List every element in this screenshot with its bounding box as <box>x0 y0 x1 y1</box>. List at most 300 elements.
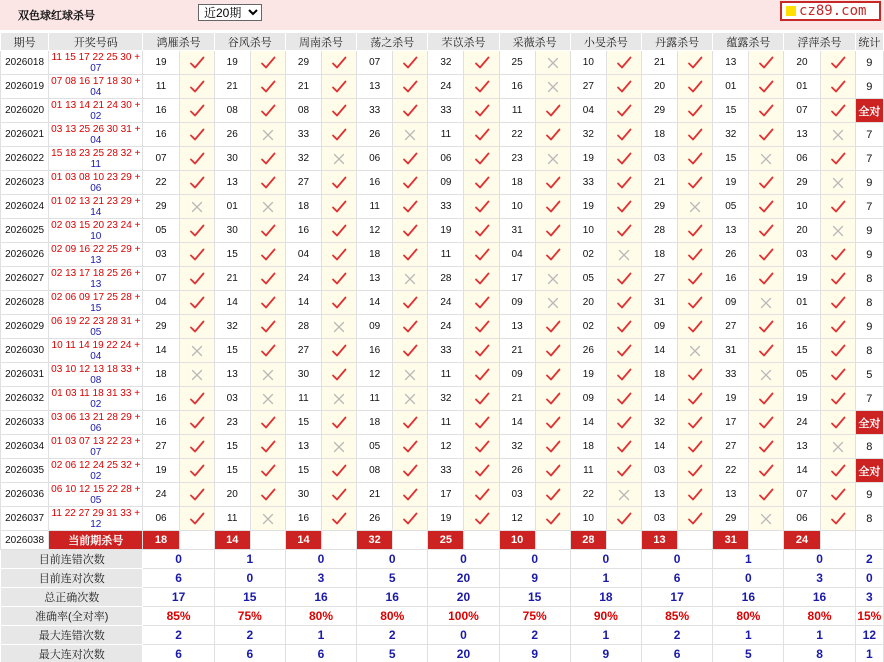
kill-number-cell: 08 <box>357 459 393 483</box>
all-correct-badge: 全对 <box>855 459 883 483</box>
kill-number-cell: 24 <box>143 483 179 507</box>
check-icon <box>322 512 356 526</box>
blue-ball: 11 <box>90 158 101 170</box>
summary-value: 75% <box>214 607 285 626</box>
blue-ball: 13 <box>90 278 102 290</box>
cross-icon <box>180 345 214 357</box>
check-icon <box>393 200 427 214</box>
check-icon <box>464 416 498 430</box>
result-mark-cell <box>464 219 499 243</box>
stat-cell: 8 <box>855 267 883 291</box>
result-mark-cell <box>322 267 357 291</box>
check-icon <box>607 512 641 526</box>
plus-sign: + <box>131 75 141 87</box>
check-icon <box>464 224 498 238</box>
result-mark-cell <box>606 339 641 363</box>
period-cell: 2026034 <box>1 435 49 459</box>
check-icon <box>180 272 214 286</box>
kill-number-cell: 11 <box>428 363 464 387</box>
check-icon <box>536 392 570 406</box>
check-icon <box>821 512 855 526</box>
kill-number-cell: 19 <box>143 51 179 75</box>
red-balls: 02 13 17 18 25 26 <box>51 267 132 279</box>
current-kill-number: 18 <box>143 531 179 550</box>
result-mark-cell <box>535 483 570 507</box>
check-icon <box>322 56 356 70</box>
result-mark-cell <box>464 363 499 387</box>
check-icon <box>464 488 498 502</box>
result-mark-cell <box>606 51 641 75</box>
result-mark-cell <box>606 435 641 459</box>
kill-number-cell: 11 <box>428 123 464 147</box>
result-mark-cell <box>749 267 784 291</box>
check-icon <box>678 296 712 310</box>
result-mark-cell <box>535 339 570 363</box>
result-mark-cell <box>464 339 499 363</box>
plus-sign: + <box>131 291 141 303</box>
check-icon <box>607 176 641 190</box>
period-cell: 2026031 <box>1 363 49 387</box>
column-header-expert: 芣苡杀号 <box>428 33 499 51</box>
red-balls: 11 15 17 22 25 30 <box>51 51 132 63</box>
kill-number-cell: 06 <box>784 147 820 171</box>
cross-icon <box>322 321 356 333</box>
check-icon <box>393 512 427 526</box>
check-icon <box>678 440 712 454</box>
kill-number-cell: 12 <box>357 363 393 387</box>
kill-number-cell: 32 <box>570 123 606 147</box>
check-icon <box>607 392 641 406</box>
table-row <box>1 291 884 315</box>
result-mark-cell <box>393 507 428 531</box>
stat-cell: 9 <box>855 315 883 339</box>
result-mark-cell <box>393 147 428 171</box>
check-icon <box>393 440 427 454</box>
result-mark-cell <box>179 387 214 411</box>
kill-number-cell: 30 <box>285 483 321 507</box>
period-cell: 2026032 <box>1 387 49 411</box>
cross-icon <box>251 513 285 525</box>
kill-number-cell: 23 <box>214 411 250 435</box>
plus-sign: + <box>131 171 141 183</box>
check-icon <box>322 200 356 214</box>
check-icon <box>821 320 855 334</box>
red-balls: 01 13 14 21 24 30 <box>51 99 132 111</box>
cross-icon <box>322 393 356 405</box>
check-icon <box>180 224 214 238</box>
result-mark-cell <box>535 51 570 75</box>
check-icon <box>536 344 570 358</box>
check-icon <box>607 440 641 454</box>
result-mark-cell <box>250 219 285 243</box>
result-mark-cell <box>464 243 499 267</box>
check-icon <box>607 272 641 286</box>
check-icon <box>322 368 356 382</box>
result-mark-cell <box>678 51 713 75</box>
result-mark-cell <box>606 195 641 219</box>
site-logo[interactable] <box>780 1 881 21</box>
kill-number-cell: 19 <box>570 363 606 387</box>
current-kill-number: 10 <box>499 531 535 550</box>
blue-ball: 12 <box>90 518 102 530</box>
column-header-stat: 统计 <box>855 33 883 51</box>
plus-sign: + <box>131 99 141 111</box>
blue-ball: 04 <box>90 350 102 362</box>
cross-icon <box>536 81 570 93</box>
check-icon <box>180 80 214 94</box>
period-cell: 2026022 <box>1 147 49 171</box>
period-cell: 2026020 <box>1 99 49 123</box>
red-balls: 07 08 16 17 18 30 <box>51 75 132 87</box>
result-mark-cell <box>322 75 357 99</box>
current-kill-spacer <box>250 531 285 550</box>
kill-number-cell: 12 <box>428 435 464 459</box>
result-mark-cell <box>678 339 713 363</box>
current-period-row <box>1 531 884 550</box>
draw-numbers-cell <box>49 219 143 243</box>
stat-cell: 8 <box>855 291 883 315</box>
kill-number-cell: 31 <box>499 219 535 243</box>
period-cell: 2026028 <box>1 291 49 315</box>
result-mark-cell <box>393 51 428 75</box>
blue-ball: 02 <box>90 398 102 410</box>
check-icon <box>251 224 285 238</box>
table-row <box>1 219 884 243</box>
kill-number-cell: 14 <box>143 339 179 363</box>
draw-numbers-cell <box>49 123 143 147</box>
kill-number-cell: 09 <box>642 315 678 339</box>
check-icon <box>536 368 570 382</box>
kill-number-cell: 11 <box>357 387 393 411</box>
summary-value: 16 <box>713 588 784 607</box>
check-icon <box>322 464 356 478</box>
cross-icon <box>749 153 783 165</box>
result-mark-cell <box>535 123 570 147</box>
period-range-select[interactable] <box>198 4 262 21</box>
result-mark-cell <box>179 291 214 315</box>
kill-number-cell: 24 <box>285 267 321 291</box>
check-icon <box>536 128 570 142</box>
check-icon <box>322 296 356 310</box>
check-icon <box>180 248 214 262</box>
kill-number-cell: 14 <box>357 291 393 315</box>
cross-icon <box>251 129 285 141</box>
table-header-row <box>1 33 884 51</box>
cross-icon <box>749 297 783 309</box>
summary-value: 9 <box>499 645 570 662</box>
kill-number-cell: 27 <box>285 171 321 195</box>
kill-number-cell: 27 <box>642 267 678 291</box>
stat-cell: 7 <box>855 195 883 219</box>
result-mark-cell <box>393 195 428 219</box>
result-mark-cell <box>820 291 855 315</box>
result-mark-cell <box>393 315 428 339</box>
stat-cell: 7 <box>855 147 883 171</box>
result-mark-cell <box>393 99 428 123</box>
result-mark-cell <box>678 243 713 267</box>
result-mark-cell <box>678 123 713 147</box>
kill-number-cell: 11 <box>499 99 535 123</box>
summary-value: 0 <box>285 550 356 569</box>
check-icon <box>536 488 570 502</box>
plus-sign: + <box>131 339 141 351</box>
red-balls: 02 06 12 24 25 32 <box>51 459 132 471</box>
kill-number-cell: 07 <box>143 147 179 171</box>
red-balls: 06 10 12 15 22 28 <box>51 483 132 495</box>
result-mark-cell <box>749 483 784 507</box>
plus-sign: + <box>131 267 141 279</box>
cross-icon <box>322 441 356 453</box>
result-mark-cell <box>250 507 285 531</box>
check-icon <box>464 344 498 358</box>
result-mark-cell <box>535 315 570 339</box>
table-row <box>1 483 884 507</box>
summary-value: 6 <box>143 569 214 588</box>
check-icon <box>180 488 214 502</box>
check-icon <box>322 248 356 262</box>
summary-value: 5 <box>357 645 428 662</box>
blue-ball: 06 <box>90 422 102 434</box>
result-mark-cell <box>820 267 855 291</box>
result-mark-cell <box>464 387 499 411</box>
summary-value: 17 <box>143 588 214 607</box>
current-kill-number: 32 <box>357 531 393 550</box>
current-stat-empty <box>855 531 883 550</box>
summary-value: 0 <box>784 550 855 569</box>
result-mark-cell <box>322 315 357 339</box>
result-mark-cell <box>464 147 499 171</box>
summary-row <box>1 569 884 588</box>
draw-numbers-cell <box>49 195 143 219</box>
result-mark-cell <box>678 75 713 99</box>
result-mark-cell <box>322 339 357 363</box>
result-mark-cell <box>322 387 357 411</box>
current-kill-label: 当前期杀号 <box>49 531 143 550</box>
summary-value: 16 <box>285 588 356 607</box>
red-balls: 06 19 22 23 28 31 <box>51 315 132 327</box>
check-icon <box>322 344 356 358</box>
kill-number-cell: 04 <box>285 243 321 267</box>
kill-number-cell: 15 <box>713 99 749 123</box>
check-icon <box>251 104 285 118</box>
period-cell: 2026021 <box>1 123 49 147</box>
check-icon <box>464 512 498 526</box>
kill-number-cell: 17 <box>713 411 749 435</box>
kill-number-cell: 09 <box>570 387 606 411</box>
summary-value: 20 <box>428 569 499 588</box>
summary-value: 20 <box>428 588 499 607</box>
kill-number-cell: 18 <box>285 195 321 219</box>
check-icon <box>678 464 712 478</box>
check-icon <box>749 200 783 214</box>
summary-value: 8 <box>784 645 855 662</box>
kill-number-cell: 16 <box>784 315 820 339</box>
kill-number-cell: 26 <box>357 507 393 531</box>
blue-ball: 02 <box>90 110 102 122</box>
kill-number-cell: 03 <box>143 243 179 267</box>
result-mark-cell <box>322 99 357 123</box>
result-mark-cell <box>393 171 428 195</box>
table-row <box>1 387 884 411</box>
check-icon <box>180 464 214 478</box>
result-mark-cell <box>678 435 713 459</box>
red-balls: 02 09 16 22 25 29 <box>51 243 132 255</box>
kill-number-cell: 14 <box>214 291 250 315</box>
cross-icon <box>251 369 285 381</box>
check-icon <box>678 104 712 118</box>
check-icon <box>464 368 498 382</box>
kill-number-cell: 22 <box>499 123 535 147</box>
result-mark-cell <box>179 219 214 243</box>
result-mark-cell <box>820 171 855 195</box>
stat-cell: 9 <box>855 219 883 243</box>
kill-number-cell: 18 <box>143 363 179 387</box>
kill-number-cell: 32 <box>285 147 321 171</box>
result-mark-cell <box>464 411 499 435</box>
cross-icon <box>251 393 285 405</box>
check-icon <box>536 200 570 214</box>
result-mark-cell <box>393 483 428 507</box>
result-mark-cell <box>250 99 285 123</box>
result-mark-cell <box>250 315 285 339</box>
check-icon <box>749 272 783 286</box>
result-mark-cell <box>322 291 357 315</box>
check-icon <box>678 272 712 286</box>
result-mark-cell <box>393 363 428 387</box>
result-mark-cell <box>322 411 357 435</box>
stat-cell: 9 <box>855 483 883 507</box>
kill-number-cell: 21 <box>285 75 321 99</box>
result-mark-cell <box>179 363 214 387</box>
stat-cell: 9 <box>855 243 883 267</box>
summary-value: 2 <box>143 626 214 645</box>
cross-icon <box>821 177 855 189</box>
check-icon <box>393 56 427 70</box>
draw-numbers-cell <box>49 243 143 267</box>
summary-value: 75% <box>499 607 570 626</box>
result-mark-cell <box>749 195 784 219</box>
kill-number-cell: 09 <box>713 291 749 315</box>
result-mark-cell <box>535 459 570 483</box>
result-mark-cell <box>535 291 570 315</box>
red-balls: 01 03 08 10 23 29 <box>51 171 132 183</box>
check-icon <box>607 56 641 70</box>
result-mark-cell <box>820 147 855 171</box>
result-mark-cell <box>322 195 357 219</box>
kill-number-cell: 09 <box>428 171 464 195</box>
summary-value: 0 <box>713 569 784 588</box>
check-icon <box>251 488 285 502</box>
check-icon <box>393 488 427 502</box>
kill-number-cell: 03 <box>784 243 820 267</box>
column-header-draw: 开奖号码 <box>49 33 143 51</box>
check-icon <box>180 512 214 526</box>
table-row <box>1 243 884 267</box>
check-icon <box>678 320 712 334</box>
kill-number-cell: 16 <box>285 507 321 531</box>
result-mark-cell <box>322 363 357 387</box>
kill-number-cell: 09 <box>357 315 393 339</box>
result-mark-cell <box>464 99 499 123</box>
check-icon <box>322 224 356 238</box>
check-icon <box>678 152 712 166</box>
cross-icon <box>678 345 712 357</box>
check-icon <box>322 80 356 94</box>
check-icon <box>678 488 712 502</box>
result-mark-cell <box>535 363 570 387</box>
result-mark-cell <box>606 315 641 339</box>
kill-number-cell: 06 <box>428 147 464 171</box>
summary-value: 0 <box>214 569 285 588</box>
result-mark-cell <box>393 387 428 411</box>
kill-number-cell: 26 <box>570 339 606 363</box>
check-icon <box>678 416 712 430</box>
result-mark-cell <box>322 51 357 75</box>
summary-value: 3 <box>784 569 855 588</box>
plus-sign: + <box>131 219 141 231</box>
period-cell: 2026019 <box>1 75 49 99</box>
blue-ball: 05 <box>90 326 102 338</box>
result-mark-cell <box>820 243 855 267</box>
check-icon <box>251 248 285 262</box>
summary-value: 90% <box>570 607 641 626</box>
result-mark-cell <box>250 267 285 291</box>
result-mark-cell <box>820 435 855 459</box>
result-mark-cell <box>535 219 570 243</box>
check-icon <box>607 128 641 142</box>
check-icon <box>180 416 214 430</box>
result-mark-cell <box>535 507 570 531</box>
check-icon <box>393 416 427 430</box>
cross-icon <box>251 201 285 213</box>
check-icon <box>607 320 641 334</box>
check-icon <box>464 248 498 262</box>
kill-number-cell: 27 <box>570 75 606 99</box>
cross-icon <box>180 369 214 381</box>
blue-ball: 04 <box>90 86 102 98</box>
kill-number-cell: 22 <box>570 483 606 507</box>
kill-number-cell: 21 <box>499 387 535 411</box>
summary-stat: 0 <box>855 569 883 588</box>
result-mark-cell <box>179 51 214 75</box>
kill-number-cell: 22 <box>713 459 749 483</box>
check-icon <box>180 128 214 142</box>
summary-value: 18 <box>570 588 641 607</box>
check-icon <box>749 488 783 502</box>
period-cell: 2026018 <box>1 51 49 75</box>
check-icon <box>251 272 285 286</box>
kill-number-cell: 29 <box>143 195 179 219</box>
kill-number-cell: 07 <box>357 51 393 75</box>
table-row <box>1 123 884 147</box>
result-mark-cell <box>606 243 641 267</box>
kill-number-cell: 33 <box>428 195 464 219</box>
check-icon <box>393 296 427 310</box>
check-icon <box>607 416 641 430</box>
check-icon <box>393 104 427 118</box>
result-mark-cell <box>749 315 784 339</box>
draw-numbers-cell <box>49 147 143 171</box>
result-mark-cell <box>606 411 641 435</box>
kill-number-cell: 26 <box>713 243 749 267</box>
check-icon <box>251 152 285 166</box>
kill-number-cell: 29 <box>784 171 820 195</box>
check-icon <box>536 320 570 334</box>
red-balls: 11 22 27 29 31 33 <box>51 507 132 519</box>
kill-number-cell: 13 <box>357 267 393 291</box>
plus-sign: + <box>131 435 141 447</box>
check-icon <box>536 464 570 478</box>
